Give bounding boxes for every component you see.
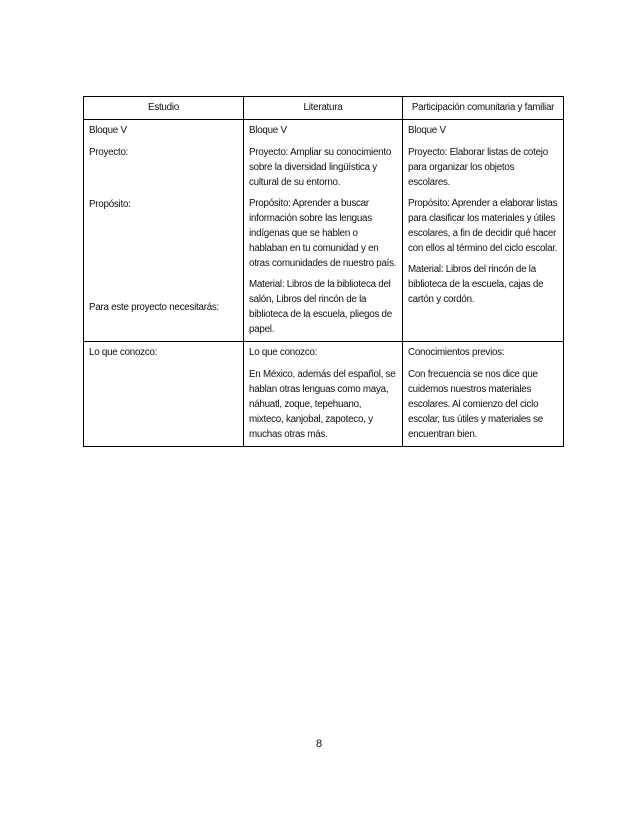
estudio-necesitaras-label: Para este proyecto necesitarás: [89, 302, 220, 313]
cell-estudio-bloque [84, 120, 244, 342]
literatura-material-text: Material: Libros de la biblioteca del salón, Libros del rincón de la biblioteca de la escuela, pliegos de papel. [249, 279, 392, 335]
header-estudio: Estudio [84, 97, 244, 120]
participacion-conocimientos-text: Con frecuencia se nos dice que cuidemos nuestros materiales escolares. Al comienzo del ciclo escolar, tus útiles y materiales se encuentran bien. [408, 369, 543, 440]
participacion-proyecto-text: Proyecto: Elaborar listas de cotejo para organizar los objetos escolares. [408, 147, 548, 188]
activity-table [83, 96, 564, 447]
participacion-conocimientos-label: Conocimientos previos: [408, 347, 505, 358]
page-number: 8 [315, 738, 323, 750]
cell-participacion-conocimientos [403, 342, 564, 447]
cell-participacion-bloque [403, 120, 564, 342]
cell-literatura-bloque [244, 120, 403, 342]
header-literatura: Literatura [244, 97, 403, 120]
header-participacion: Participación comunitaria y familiar [403, 97, 564, 120]
table-row [84, 120, 564, 342]
literatura-conozco-text: En México, además del español, se hablan otras lenguas como maya, náhuatl, zoque, tepehuano, mixteco, kanjobal, zapoteco, y muchas otras más. [249, 369, 396, 440]
literatura-proposito-text: Propósito: Aprender a buscar información sobre las lenguas indígenas que se hablen o hablaban en tu comunidad y en otras comunidades de nuestro país. [249, 198, 397, 269]
literatura-proyecto-text: Proyecto: Ampliar su conocimiento sobre la diversidad lingüística y cultural de su entorno. [249, 147, 392, 188]
table-header-row [84, 97, 564, 120]
estudio-conozco-label: Lo que conozco: [89, 347, 158, 358]
cell-literatura-conozco [244, 342, 403, 447]
estudio-proposito-label: Propósito: [89, 199, 131, 210]
participacion-material-text: Material: Libros del rincón de la biblioteca de la escuela, cajas de cartón y cordón. [408, 264, 544, 305]
estudio-bloque-label: Bloque V [89, 125, 127, 136]
cell-estudio-conozco [84, 342, 244, 447]
participacion-bloque-label: Bloque V [408, 125, 446, 136]
table-row [84, 342, 564, 447]
literatura-bloque-label: Bloque V [249, 125, 287, 136]
literatura-conozco-label: Lo que conozco: [249, 347, 318, 358]
participacion-proposito-text: Propósito: Aprender a elaborar listas para clasificar los materiales y útiles escolares, a fin de decidir qué hacer con ellos al término del ciclo escolar. [408, 198, 558, 254]
estudio-proyecto-label: Proyecto: [89, 147, 129, 158]
